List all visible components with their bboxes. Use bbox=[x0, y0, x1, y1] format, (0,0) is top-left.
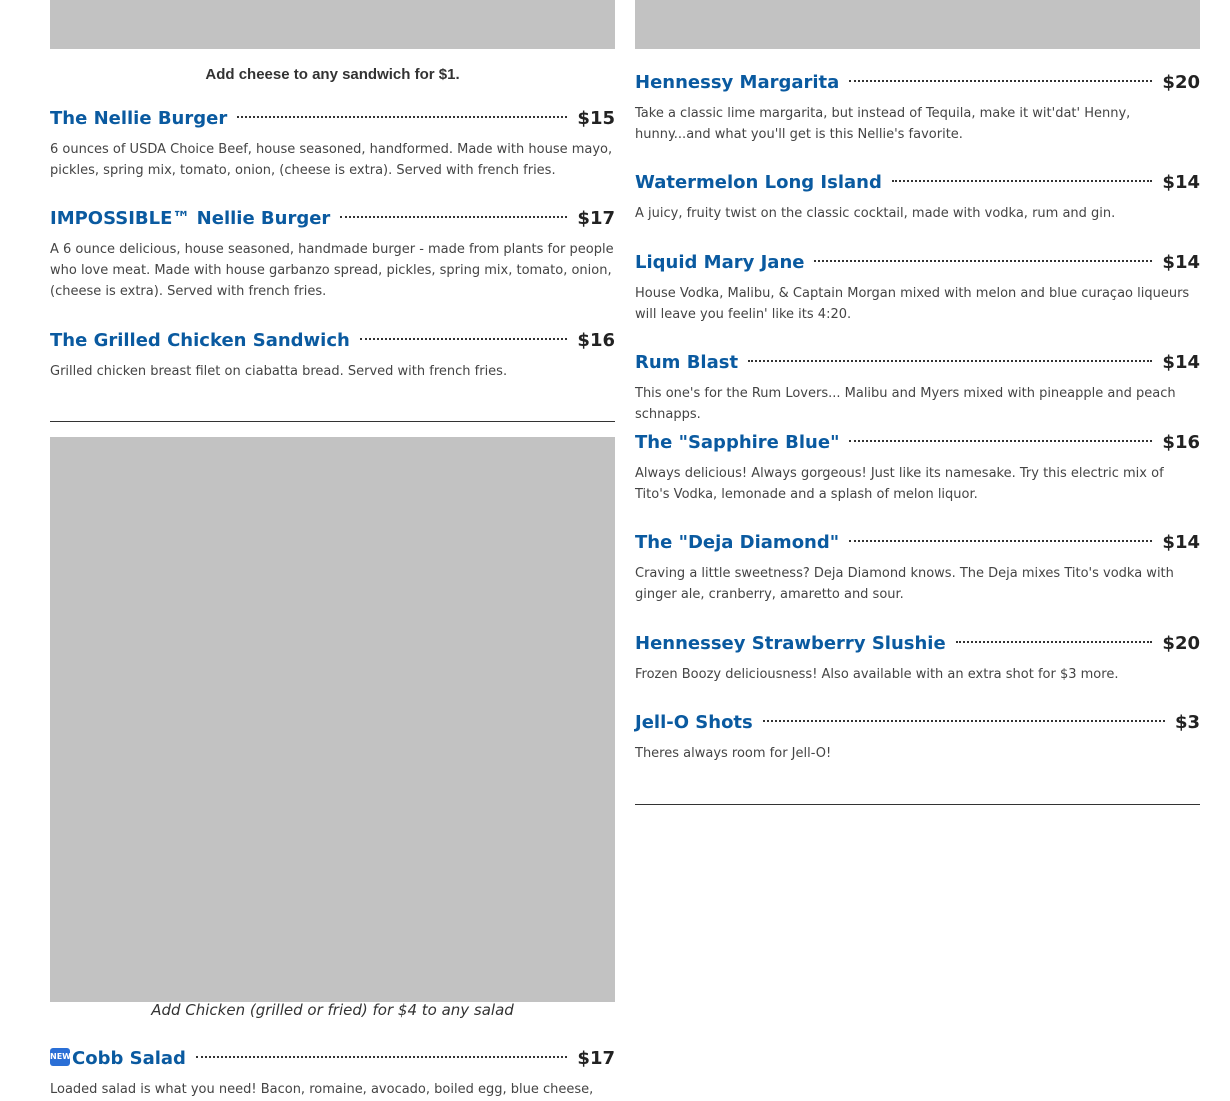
dot-leader bbox=[196, 1056, 567, 1058]
menu-item-sapphire-blue bbox=[635, 430, 1200, 505]
menu-item-name: The Grilled Chicken Sandwich bbox=[50, 329, 350, 351]
menu-item-cobb-salad bbox=[50, 1046, 615, 1100]
menu-item-description: Always delicious! Always gorgeous! Just like its namesake. Try this electric mix of Tito's Vodka, lemonade and a splash of melon liquor. bbox=[635, 466, 1164, 502]
menu-item-description: Frozen Boozy deliciousness! Also available with an extra shot for $3 more. bbox=[635, 667, 1119, 682]
dot-leader bbox=[849, 440, 1152, 442]
menu-item-price: $20 bbox=[1162, 632, 1200, 654]
menu-item-watermelon-long-island bbox=[635, 170, 1200, 224]
dot-leader bbox=[814, 260, 1152, 262]
menu-item-description: Loaded salad is what you need! Bacon, romaine, avocado, boiled egg, blue cheese, bbox=[50, 1082, 594, 1097]
sandwich-section-image bbox=[50, 0, 615, 49]
menu-item-description: 6 ounces of USDA Choice Beef, house seasoned, handformed. Made with house mayo, pickles, spring mix, tomato, onion, (cheese is extra). Served with french fries. bbox=[50, 142, 613, 178]
menu-item-rum-blast bbox=[635, 350, 1200, 425]
menu-item-price: $14 bbox=[1162, 531, 1200, 553]
menu-item-description: A juicy, fruity twist on the classic cocktail, made with vodka, rum and gin. bbox=[635, 206, 1116, 221]
menu-item-hennessey-strawberry-slushie bbox=[635, 631, 1200, 685]
menu-item-hennessy-margarita bbox=[635, 70, 1200, 145]
menu-item-price: $17 bbox=[577, 207, 615, 229]
left-column bbox=[50, 0, 615, 1097]
menu-item-name bbox=[50, 1048, 186, 1069]
section-divider bbox=[635, 804, 1200, 805]
menu-item-name: The Nellie Burger bbox=[50, 107, 228, 129]
cheese-note: Add cheese to any sandwich for $1. bbox=[205, 66, 460, 83]
menu-item-description: House Vodka, Malibu, & Captain Morgan mixed with melon and blue curaçao liqueurs will leave you feelin' like its 4:20. bbox=[635, 286, 1190, 322]
menu-item-name-text: Cobb Salad bbox=[72, 1047, 186, 1069]
dot-leader bbox=[237, 116, 567, 118]
menu-item-impossible-burger bbox=[50, 206, 615, 302]
menu-item-name: Liquid Mary Jane bbox=[635, 251, 805, 273]
dot-leader bbox=[892, 180, 1153, 182]
menu-item-price: $14 bbox=[1162, 351, 1200, 373]
menu-item-description: Grilled chicken breast filet on ciabatta bread. Served with french fries. bbox=[50, 364, 508, 379]
menu-item-name: Watermelon Long Island bbox=[635, 171, 882, 193]
menu-item-name: The "Sapphire Blue" bbox=[635, 431, 840, 453]
menu-item-description: A 6 ounce delicious, house seasoned, handmade burger - made from plants for people who love meat. Made with house garbanzo spread, pickles, spring mix, tomato, onion, (cheese is extra). Served with french fries. bbox=[50, 242, 614, 299]
dot-leader bbox=[956, 641, 1153, 643]
dot-leader bbox=[763, 720, 1165, 722]
menu-item-name: Rum Blast bbox=[635, 351, 739, 373]
salad-chicken-note: Add Chicken (grilled or fried) for $4 to any salad bbox=[151, 1001, 514, 1019]
menu-item-name: IMPOSSIBLE™ Nellie Burger bbox=[50, 207, 331, 229]
new-badge-icon: NEW bbox=[50, 1048, 70, 1066]
menu-item-jello-shots bbox=[635, 710, 1200, 764]
menu-item-price: $14 bbox=[1162, 251, 1200, 273]
menu-item-name: Hennessey Strawberry Slushie bbox=[635, 632, 946, 654]
menu-item-price: $16 bbox=[1162, 431, 1200, 453]
dot-leader bbox=[849, 540, 1152, 542]
menu-item-liquid-mary-jane bbox=[635, 250, 1200, 325]
menu-item-price: $17 bbox=[577, 1047, 615, 1069]
menu-item-name: The "Deja Diamond" bbox=[635, 531, 840, 553]
menu-item-description: Craving a little sweetness? Deja Diamond knows. The Deja mixes Tito's vodka with ginger ale, cranberry, amaretto and sour. bbox=[635, 566, 1174, 602]
dot-leader bbox=[748, 360, 1152, 362]
dot-leader bbox=[360, 338, 568, 340]
right-column bbox=[635, 0, 1200, 761]
section-divider bbox=[50, 421, 615, 422]
menu-item-price: $15 bbox=[577, 107, 615, 129]
menu-item-nellie-burger bbox=[50, 106, 615, 181]
salad-section-image bbox=[50, 437, 615, 1002]
cocktail-section-image bbox=[635, 0, 1200, 49]
menu-item-deja-diamond bbox=[635, 530, 1200, 605]
dot-leader bbox=[340, 216, 567, 218]
menu-item-name: Hennessy Margarita bbox=[635, 71, 840, 93]
menu-item-price: $14 bbox=[1162, 171, 1200, 193]
menu-item-price: $20 bbox=[1162, 71, 1200, 93]
menu-item-description: Take a classic lime margarita, but instead of Tequila, make it wit'dat' Henny, hunny...and what you'll get is this Nellie's favorite. bbox=[635, 106, 1131, 142]
menu-item-price: $3 bbox=[1174, 711, 1200, 733]
dot-leader bbox=[849, 80, 1152, 82]
menu-item-description: Theres always room for Jell-O! bbox=[635, 746, 832, 761]
menu-item-price: $16 bbox=[577, 329, 615, 351]
menu-item-name: Jell-O Shots bbox=[635, 711, 753, 733]
menu-item-grilled-chicken-sandwich bbox=[50, 328, 615, 382]
menu-item-description: This one's for the Rum Lovers... Malibu and Myers mixed with pineapple and peach schnapps. bbox=[635, 386, 1176, 422]
